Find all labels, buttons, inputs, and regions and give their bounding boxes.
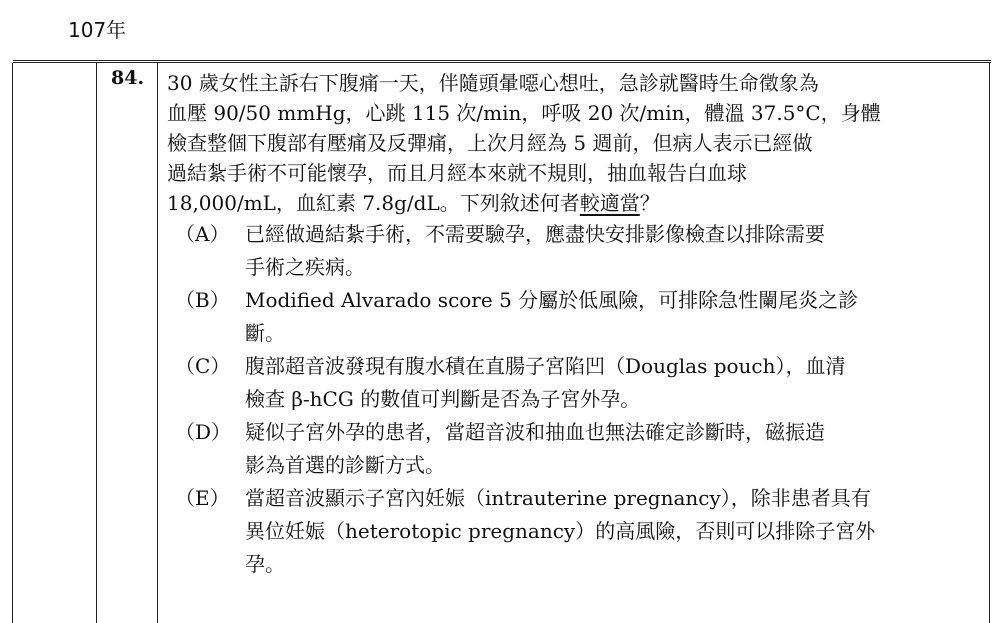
option-text: 孕。 — [245, 552, 285, 576]
option-text: Modified Alvarado score 5 分屬於低風險，可排除急性闌尾炎之診 — [245, 288, 859, 312]
table-column-divider — [157, 63, 158, 623]
option-c — [167, 350, 987, 416]
option-text: 異位妊娠（heterotopic pregnancy）的高風險，否則可以排除子宮外 — [245, 519, 876, 543]
stem-line: 血壓 90/50 mmHg，心跳 115 次/min，呼吸 20 次/min，體溫 37.5°C，身體 — [167, 101, 881, 125]
stem-text: 18,000/mL，血紅素 7.8g/dL。下列敘述何者 — [167, 191, 580, 215]
option-d — [167, 416, 987, 482]
stem-line: 過結紮手術不可能懷孕，而且月經本來就不規則，抽血報告白血球 — [167, 161, 747, 185]
stem-question-mark: ？ — [639, 191, 660, 215]
stem-emphasis: 較適當 — [579, 191, 640, 215]
option-label: （D） — [175, 420, 232, 444]
option-e — [167, 482, 987, 581]
option-label: （A） — [175, 222, 230, 246]
table-border-left — [12, 63, 13, 623]
option-b — [167, 284, 987, 350]
stem-line: 檢查整個下腹部有壓痛及反彈痛，上次月經為 5 週前，但病人表示已經做 — [167, 131, 813, 155]
table-border-right — [989, 63, 990, 623]
option-text: 疑似子宮外孕的患者，當超音波和抽血也無法確定診斷時，磁振造 — [245, 420, 825, 444]
answer-options — [167, 218, 987, 581]
option-label: （B） — [175, 288, 230, 312]
year-heading: 107年 — [68, 18, 127, 42]
question-cell — [167, 68, 987, 581]
stem-line-last — [167, 188, 987, 218]
question-number: 84. — [111, 67, 145, 89]
stem-line: 30 歲女性主訴右下腹痛一天，伴隨頭暈噁心想吐，急診就醫時生命徵象為 — [167, 71, 819, 95]
option-text: 手術之疾病。 — [245, 255, 365, 279]
option-text: 斷。 — [245, 321, 285, 345]
option-label: （E） — [175, 486, 230, 510]
option-text: 已經做過結紮手術，不需要驗孕，應盡快安排影像檢查以排除需要 — [245, 222, 825, 246]
option-text: 當超音波顯示子宮內妊娠（intrauterine pregnancy），除非患者具有 — [245, 486, 871, 510]
option-text: 檢查 β-hCG 的數值可判斷是否為子宮外孕。 — [245, 387, 641, 411]
exam-table — [13, 60, 991, 623]
option-text: 影為首選的診斷方式。 — [245, 453, 445, 477]
option-a — [167, 218, 987, 284]
option-text: 腹部超音波發現有腹水積在直腸子宮陷凹（Douglas pouch），血清 — [245, 354, 846, 378]
option-label: （C） — [175, 354, 231, 378]
question-stem — [167, 68, 987, 218]
table-column-divider — [96, 63, 97, 623]
